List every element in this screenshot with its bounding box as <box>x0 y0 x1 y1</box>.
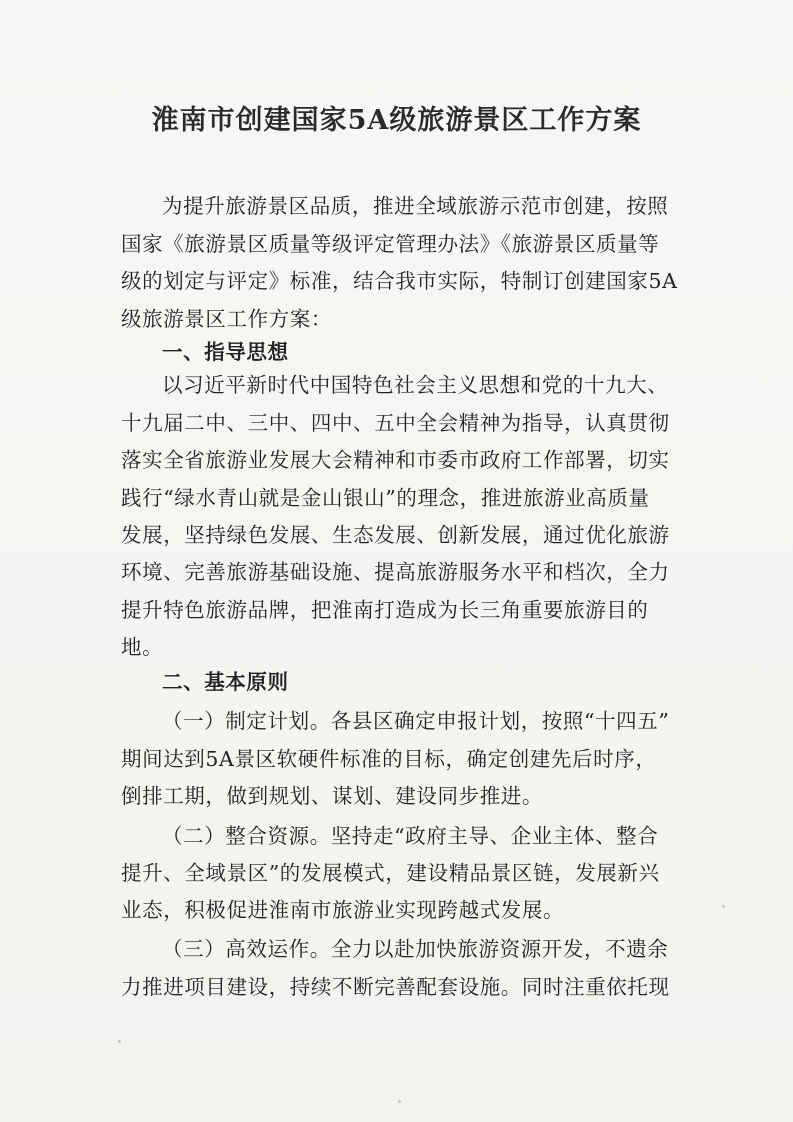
section1-line-1: 以习近平新时代中国特色社会主义思想和党的十九大、 <box>162 373 669 397</box>
principle1-line-2: 期间达到5A景区软硬件标准的目标，确定创建先后时序， <box>121 747 657 771</box>
section-heading-guiding-ideology: 一、指导思想 <box>162 340 289 364</box>
principle3-line-2: 力推进项目建设，持续不断完善配套设施。同时注重依托现 <box>121 975 670 999</box>
intro-line-4: 级旅游景区工作方案： <box>121 307 332 331</box>
scan-speck <box>398 1100 401 1103</box>
section1-line-7: 提升特色旅游品牌，把淮南打造成为长三角重要旅游目的 <box>121 598 649 622</box>
scan-speck <box>118 1040 121 1043</box>
section1-line-6: 环境、完善旅游基础设施、提高旅游服务水平和档次，全力 <box>121 560 670 584</box>
intro-line-3: 级的划定与评定》标准，结合我市实际，特制订创建国家5A <box>121 269 678 293</box>
section1-line-8: 地。 <box>121 635 164 659</box>
section1-line-3: 落实全省旅游业发展大会精神和市委市政府工作部署，切实 <box>121 448 670 472</box>
intro-line-2: 国家《旅游景区质量等级评定管理办法》《旅游景区质量等 <box>121 232 660 256</box>
section1-line-4: 践行“绿水青山就是金山银山”的理念，推进旅游业高质量 <box>121 486 650 510</box>
intro-line-1: 为提升旅游景区品质，推进全域旅游示范市创建，按照 <box>162 194 669 218</box>
principle2-line-2: 提升、全域景区”的发展模式，建设精品景区链，发展新兴 <box>121 861 660 885</box>
scan-speck <box>722 905 725 908</box>
section1-line-2: 十九届二中、三中、四中、五中全会精神为指导，认真贯彻 <box>121 411 670 435</box>
principle3-line-1: （三）高效运作。全力以赴加快旅游资源开发，不遗余 <box>162 937 669 961</box>
principle1-line-3: 倒排工期，做到规划、谋划、建设同步推进。 <box>121 784 543 808</box>
principle1-line-1: （一）制定计划。各县区确定申报计划，按照“十四五” <box>162 709 670 733</box>
document-title: 淮南市创建国家5A级旅游景区工作方案 <box>151 105 642 136</box>
principle2-line-1: （二）整合资源。坚持走“政府主导、企业主体、整合 <box>162 824 659 848</box>
section-heading-basic-principles: 二、基本原则 <box>162 670 289 694</box>
section1-line-5: 发展，坚持绿色发展、生态发展、创新发展，通过优化旅游 <box>121 523 670 547</box>
principle2-line-3: 业态，积极促进淮南市旅游业实现跨越式发展。 <box>121 898 565 922</box>
